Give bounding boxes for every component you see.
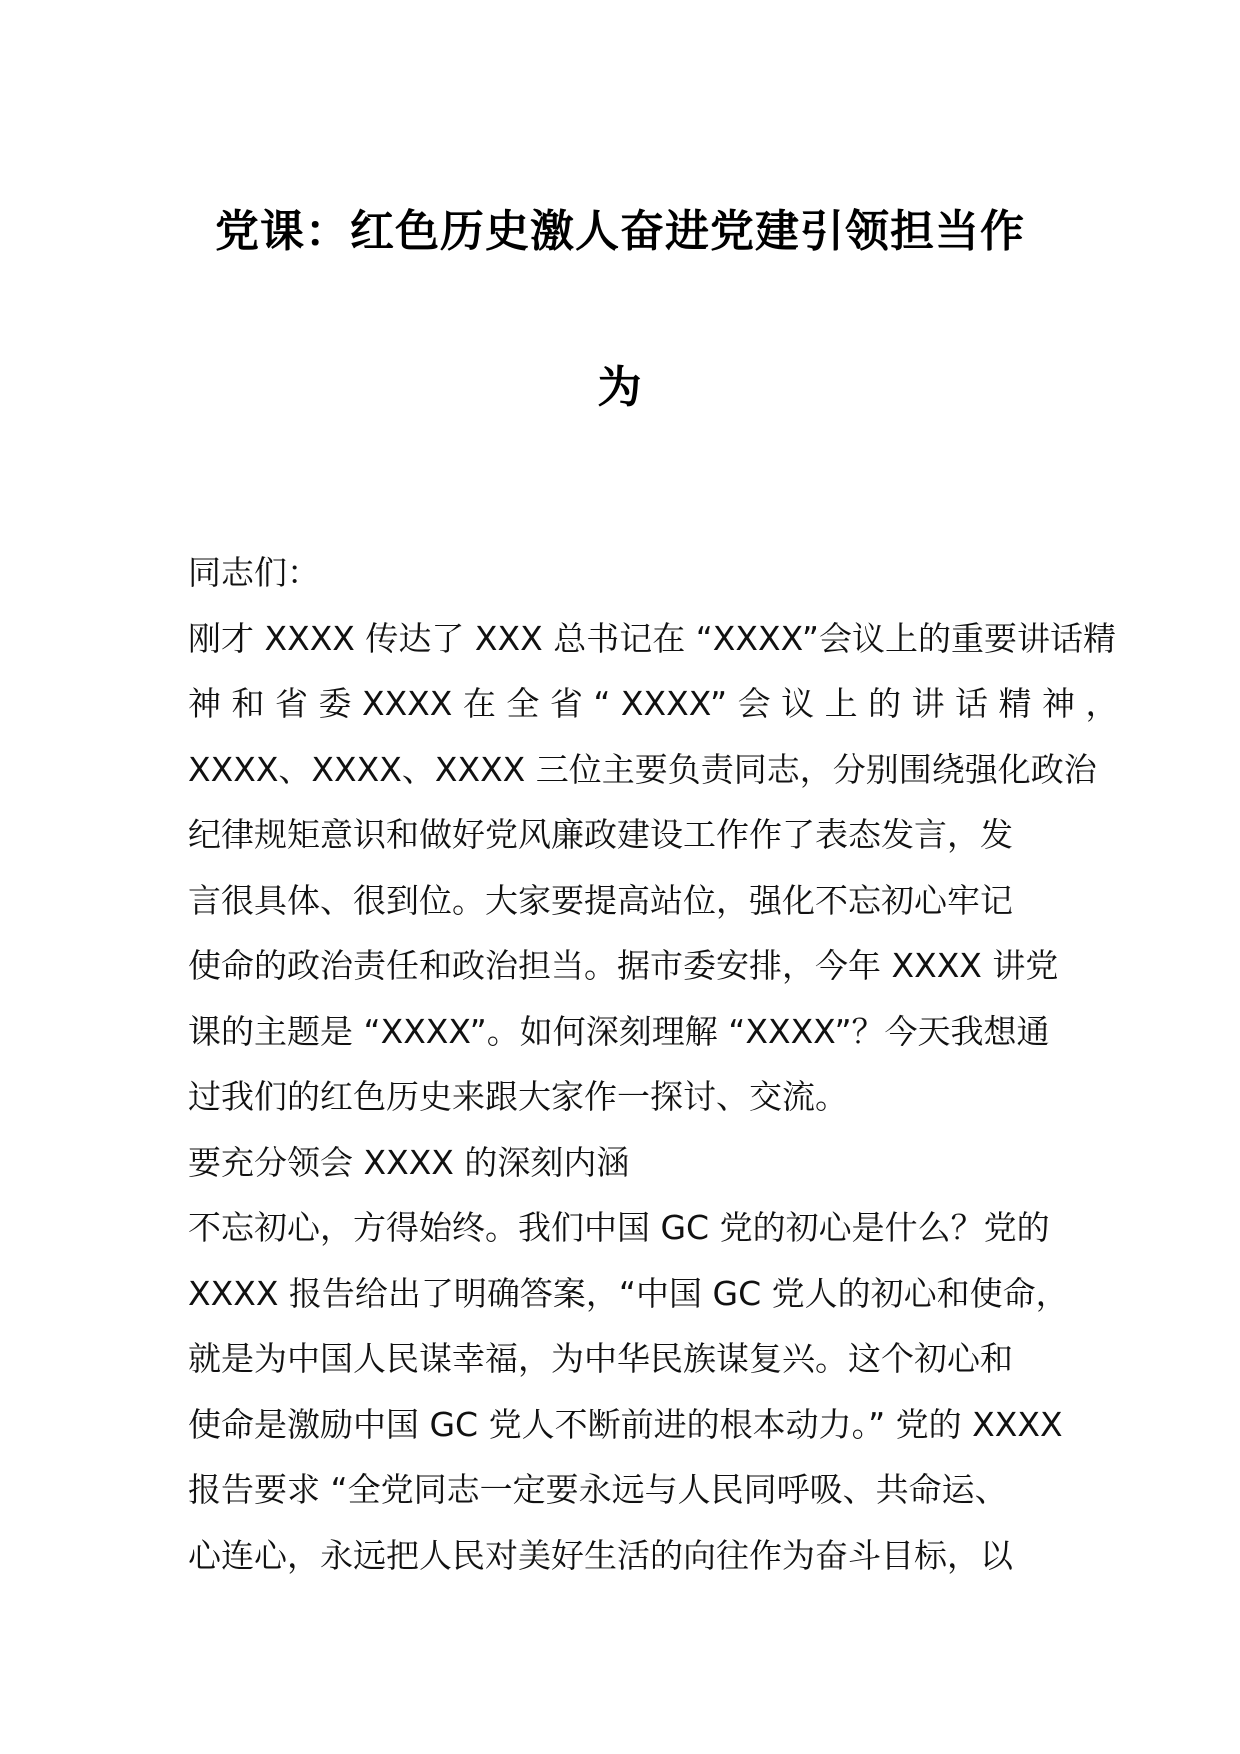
body-line: 刚才 XXXX 传达了 XXX 总书记在 “XXXX”会议上的重要讲话精 (188, 618, 1116, 658)
section-heading: 要充分领会 XXXX 的深刻内涵 (188, 1142, 630, 1182)
body-line: 不忘初心，方得始终。我们中国 GC 党的初心是什么？党的 (188, 1208, 1050, 1247)
body-line: 就是为中国人民谋幸福，为中华民族谋复兴。这个初心和 (188, 1339, 1013, 1378)
salutation: 同志们： (188, 553, 320, 592)
body-line: XXXX、XXXX、XXXX 三位主要负责同志，分别围绕强化政治 (188, 749, 1097, 789)
body-line: 纪律规矩意识和做好党风廉政建设工作作了表态发言，发 (188, 815, 1013, 854)
body-line: 神 和 省 委 XXXX 在 全 省 “ XXXX” 会 议 上 的 讲 话 精 神 ， (188, 684, 1119, 723)
body-line: 报告要求 “全党同志一定要永远与人民同呼吸、共命运、 (188, 1470, 1008, 1509)
document-title-line-1: 党课：红色历史激人奋进党建引领担当作 (215, 206, 1025, 257)
body-line: 使命的政治责任和政治担当。据市委安排，今年 XXXX 讲党 (188, 946, 1059, 985)
body-line: XXXX 报告给出了明确答案，“中国 GC 党人的初心和使命， (188, 1273, 1069, 1313)
document-title-line-2: 为 (597, 362, 643, 413)
body-line: 使命是激励中国 GC 党人不断前进的根本动力。” 党的 XXXX (188, 1404, 1063, 1444)
body-line: 过我们的红色历史来跟大家作一探讨、交流。 (188, 1077, 848, 1116)
body-line: 言很具体、很到位。大家要提高站位，强化不忘初心牢记 (188, 880, 1013, 920)
document-body (188, 540, 1119, 1588)
body-line: 课的主题是 “XXXX”。如何深刻理解 “XXXX”？今天我想通 (188, 1011, 1050, 1051)
body-line: 心连心，永远把人民对美好生活的向往作为奋斗目标，以 (188, 1535, 1013, 1575)
